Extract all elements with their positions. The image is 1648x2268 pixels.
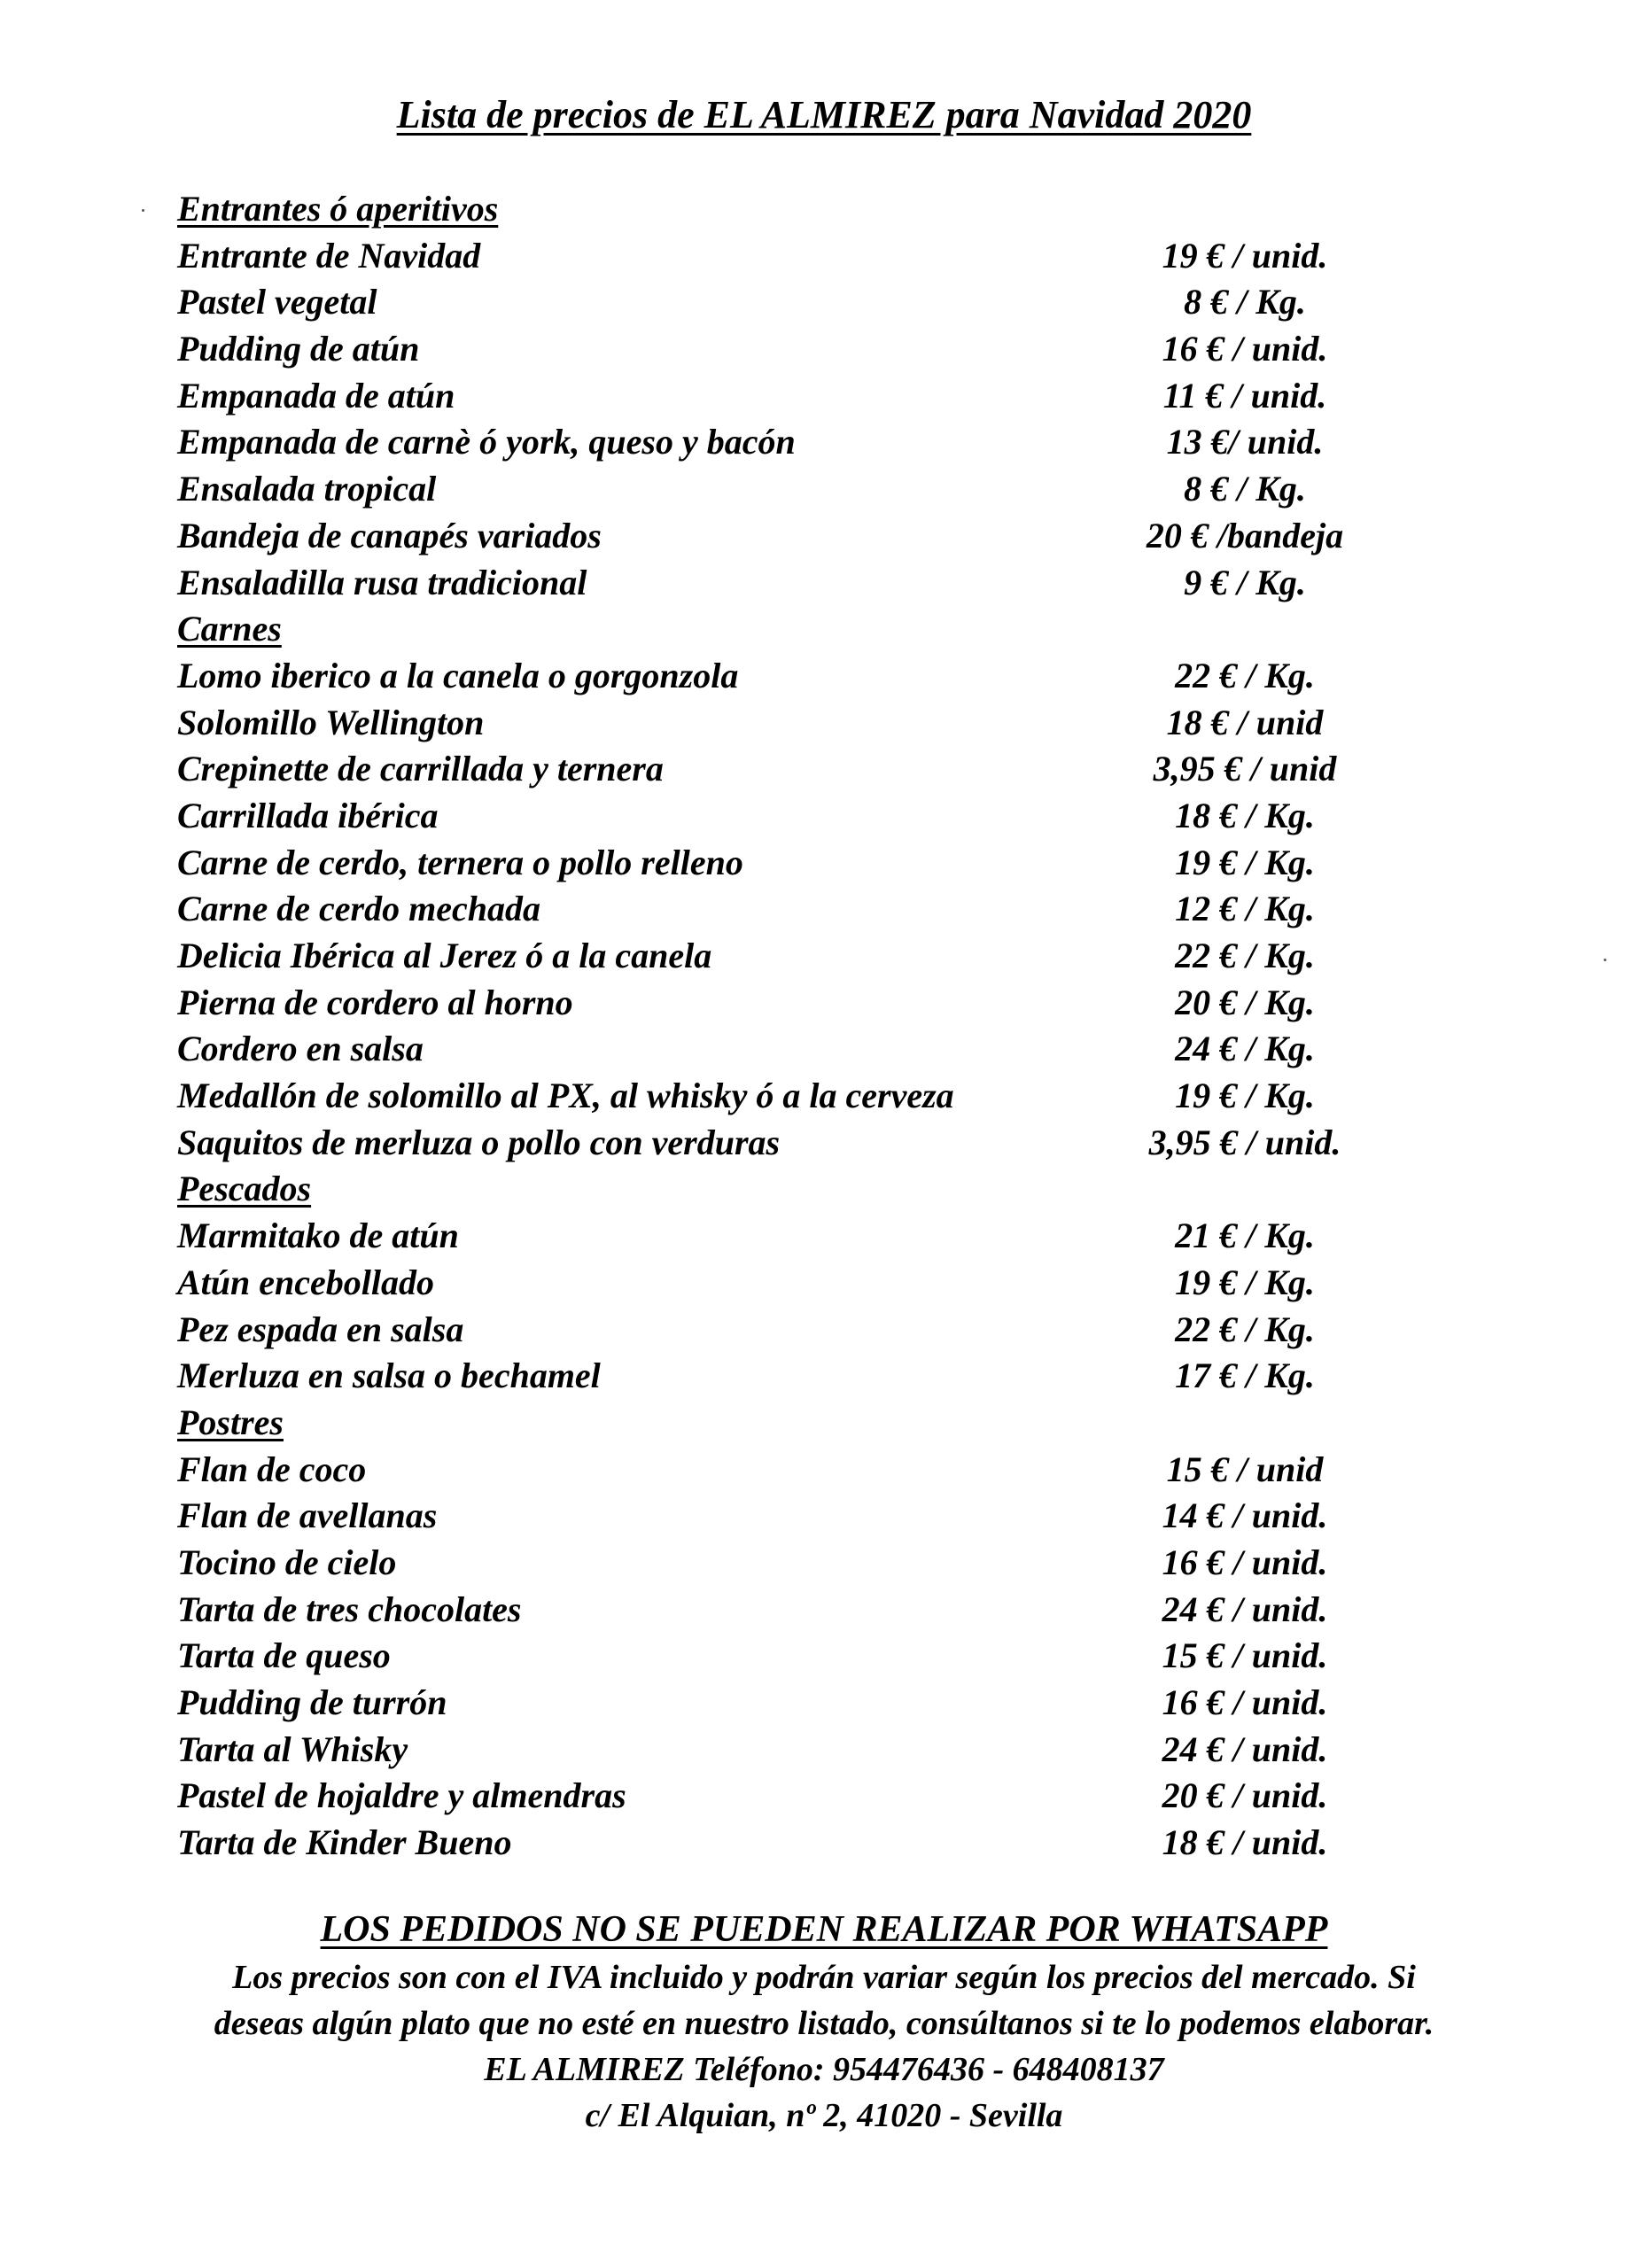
- phone-line: EL ALMIREZ Teléfono: 954476436 - 648408137: [484, 2051, 1164, 2088]
- menu-item-price: 16 € / unid.: [1162, 1542, 1328, 1582]
- menu-item-row: [0, 700, 1648, 747]
- menu-item-price: 20 € / unid.: [1162, 1775, 1328, 1816]
- menu-item-name: Pudding de turrón: [177, 1682, 447, 1722]
- menu-item-name: Carne de cerdo, ternera o pollo relleno: [177, 842, 743, 882]
- section-heading: Entrantes ó aperitivos: [177, 189, 499, 229]
- menu-item-name: Carrillada ibérica: [177, 795, 439, 835]
- menu-item-price: 3,95 € / unid.: [1148, 1122, 1341, 1162]
- menu-item-name: Entrante de Navidad: [177, 235, 481, 276]
- menu-item-row: [0, 1073, 1648, 1120]
- menu-item-name: Merluza en salsa o bechamel: [177, 1355, 601, 1396]
- menu-item-row: [0, 1727, 1648, 1774]
- menu-item-price: 21 € / Kg.: [1175, 1216, 1315, 1256]
- whatsapp-warning: LOS PEDIDOS NO SE PUEDEN REALIZAR POR WHATSAPP: [320, 1909, 1328, 1950]
- menu-item-price: 20 € / Kg.: [1175, 982, 1315, 1022]
- menu-item-row: [0, 373, 1648, 420]
- section-heading: Pescados: [177, 1169, 312, 1209]
- menu-item-row: [0, 1493, 1648, 1540]
- menu-item-row: [0, 1773, 1648, 1820]
- menu-item-price: 9 € / Kg.: [1184, 562, 1306, 602]
- menu-item-price: 16 € / unid.: [1162, 1682, 1328, 1722]
- menu-item-name: Solomillo Wellington: [177, 702, 485, 742]
- menu-item-price: 15 € / unid: [1166, 1449, 1324, 1489]
- menu-item-name: Tarta de Kinder Bueno: [177, 1822, 512, 1863]
- menu-item-price: 18 € / unid.: [1162, 1822, 1328, 1863]
- menu-item-price: 13 €/ unid.: [1166, 422, 1324, 462]
- menu-item-name: Flan de avellanas: [177, 1495, 438, 1536]
- menu-item-row: [0, 1026, 1648, 1073]
- price-list: [0, 186, 1648, 1867]
- menu-item-name: Bandeja de canapés variados: [177, 515, 602, 555]
- menu-item-row: [0, 793, 1648, 840]
- menu-item-name: Pez espada en salsa: [177, 1309, 464, 1349]
- section-heading-row: [0, 1400, 1648, 1447]
- menu-item-name: Tarta de queso: [177, 1635, 391, 1676]
- menu-item-name: Pudding de atún: [177, 329, 420, 369]
- menu-item-row: [0, 1353, 1648, 1400]
- menu-item-name: Pastel vegetal: [177, 282, 377, 322]
- menu-item-row: [0, 746, 1648, 793]
- menu-item-row: [0, 279, 1648, 326]
- menu-item-price: 24 € / unid.: [1162, 1588, 1328, 1629]
- menu-item-price: 22 € / Kg.: [1175, 936, 1315, 975]
- menu-item-price: 17 € / Kg.: [1175, 1355, 1315, 1396]
- scan-speck: [1604, 959, 1606, 961]
- menu-item-name: Cordero en salsa: [177, 1029, 424, 1069]
- menu-item-price: 22 € / Kg.: [1175, 655, 1315, 695]
- menu-item-row: [0, 560, 1648, 607]
- menu-item-row: [0, 513, 1648, 560]
- menu-item-price: 24 € / Kg.: [1175, 1029, 1315, 1069]
- menu-item-name: Tarta al Whisky: [177, 1728, 408, 1769]
- menu-item-row: [0, 1540, 1648, 1587]
- menu-item-row: [0, 933, 1648, 980]
- section-heading-row: [0, 606, 1648, 653]
- menu-item-row: [0, 1307, 1648, 1354]
- menu-item-price: 22 € / Kg.: [1175, 1309, 1315, 1349]
- address-line: c/ El Alquian, nº 2, 41020 - Sevilla: [585, 2097, 1063, 2134]
- menu-item-price: 12 € / Kg.: [1175, 889, 1315, 929]
- menu-item-price: 20 € /bandeja: [1146, 515, 1344, 555]
- menu-item-row: [0, 326, 1648, 373]
- footer: [0, 1905, 1648, 2139]
- menu-item-name: Carne de cerdo mechada: [177, 889, 540, 929]
- scan-speck: [142, 209, 144, 212]
- menu-item-name: Pierna de cordero al horno: [177, 982, 573, 1022]
- menu-item-row: [0, 1680, 1648, 1727]
- menu-item-name: Ensalada tropical: [177, 469, 437, 509]
- menu-item-name: Empanada de carnè ó york, queso y bacón: [177, 422, 796, 462]
- menu-item-name: Tocino de cielo: [177, 1542, 397, 1582]
- menu-item-price: 8 € / Kg.: [1184, 469, 1306, 509]
- menu-item-price: 24 € / unid.: [1162, 1728, 1328, 1769]
- menu-item-name: Tarta de tres chocolates: [177, 1588, 522, 1629]
- menu-item-price: 19 € / Kg.: [1175, 1076, 1315, 1116]
- menu-item-row: [0, 653, 1648, 700]
- menu-item-row: [0, 1447, 1648, 1494]
- menu-item-row: [0, 1260, 1648, 1307]
- menu-item-row: [0, 980, 1648, 1027]
- section-heading-row: [0, 186, 1648, 233]
- menu-item-row: [0, 1820, 1648, 1867]
- menu-item-price: 18 € / Kg.: [1175, 795, 1315, 835]
- price-note: Los precios son con el IVA incluido y podrán variar según los precios del mercado. Si deseas algún plato que no esté en nuestro listado, consúltanos si te lo podemos elaborar.: [214, 1959, 1434, 2042]
- menu-item-name: Pastel de hojaldre y almendras: [177, 1775, 626, 1816]
- menu-item-price: 15 € / unid.: [1162, 1635, 1328, 1676]
- menu-item-row: [0, 1213, 1648, 1260]
- menu-item-name: Ensaladilla rusa tradicional: [177, 562, 587, 602]
- page-title: Lista de precios de EL ALMIREZ para Navidad 2020: [396, 93, 1252, 136]
- menu-item-row: [0, 419, 1648, 466]
- menu-item-row: [0, 466, 1648, 513]
- menu-item-row: [0, 1633, 1648, 1680]
- menu-item-price: 19 € / Kg.: [1175, 842, 1315, 882]
- menu-item-price: 14 € / unid.: [1162, 1495, 1328, 1536]
- menu-item-price: 19 € / unid.: [1162, 235, 1328, 276]
- menu-item-name: Crepinette de carrillada y ternera: [177, 749, 664, 789]
- menu-item-name: Saquitos de merluza o pollo con verduras: [177, 1122, 781, 1162]
- section-heading: Carnes: [177, 609, 282, 649]
- menu-item-name: Delicia Ibérica al Jerez ó a la canela: [177, 936, 712, 975]
- menu-item-price: 18 € / unid: [1166, 702, 1324, 742]
- menu-item-row: [0, 233, 1648, 280]
- section-heading: Postres: [177, 1402, 284, 1442]
- menu-item-row: [0, 886, 1648, 933]
- menu-item-price: 8 € / Kg.: [1184, 282, 1306, 322]
- menu-item-name: Flan de coco: [177, 1449, 367, 1489]
- menu-item-price: 11 € / unid.: [1162, 375, 1327, 416]
- menu-item-name: Empanada de atún: [177, 375, 455, 416]
- menu-item-price: 19 € / Kg.: [1175, 1262, 1315, 1302]
- section-heading-row: [0, 1166, 1648, 1213]
- menu-item-row: [0, 840, 1648, 887]
- menu-item-name: Atún encebollado: [177, 1262, 435, 1302]
- menu-item-price: 16 € / unid.: [1162, 329, 1328, 369]
- menu-item-row: [0, 1587, 1648, 1634]
- menu-item-price: 3,95 € / unid: [1153, 749, 1337, 789]
- menu-item-name: Lomo iberico a la canela o gorgonzola: [177, 655, 739, 695]
- menu-item-name: Marmitako de atún: [177, 1216, 459, 1256]
- menu-item-row: [0, 1120, 1648, 1167]
- menu-item-name: Medallón de solomillo al PX, al whisky ó a la cerveza: [177, 1076, 954, 1116]
